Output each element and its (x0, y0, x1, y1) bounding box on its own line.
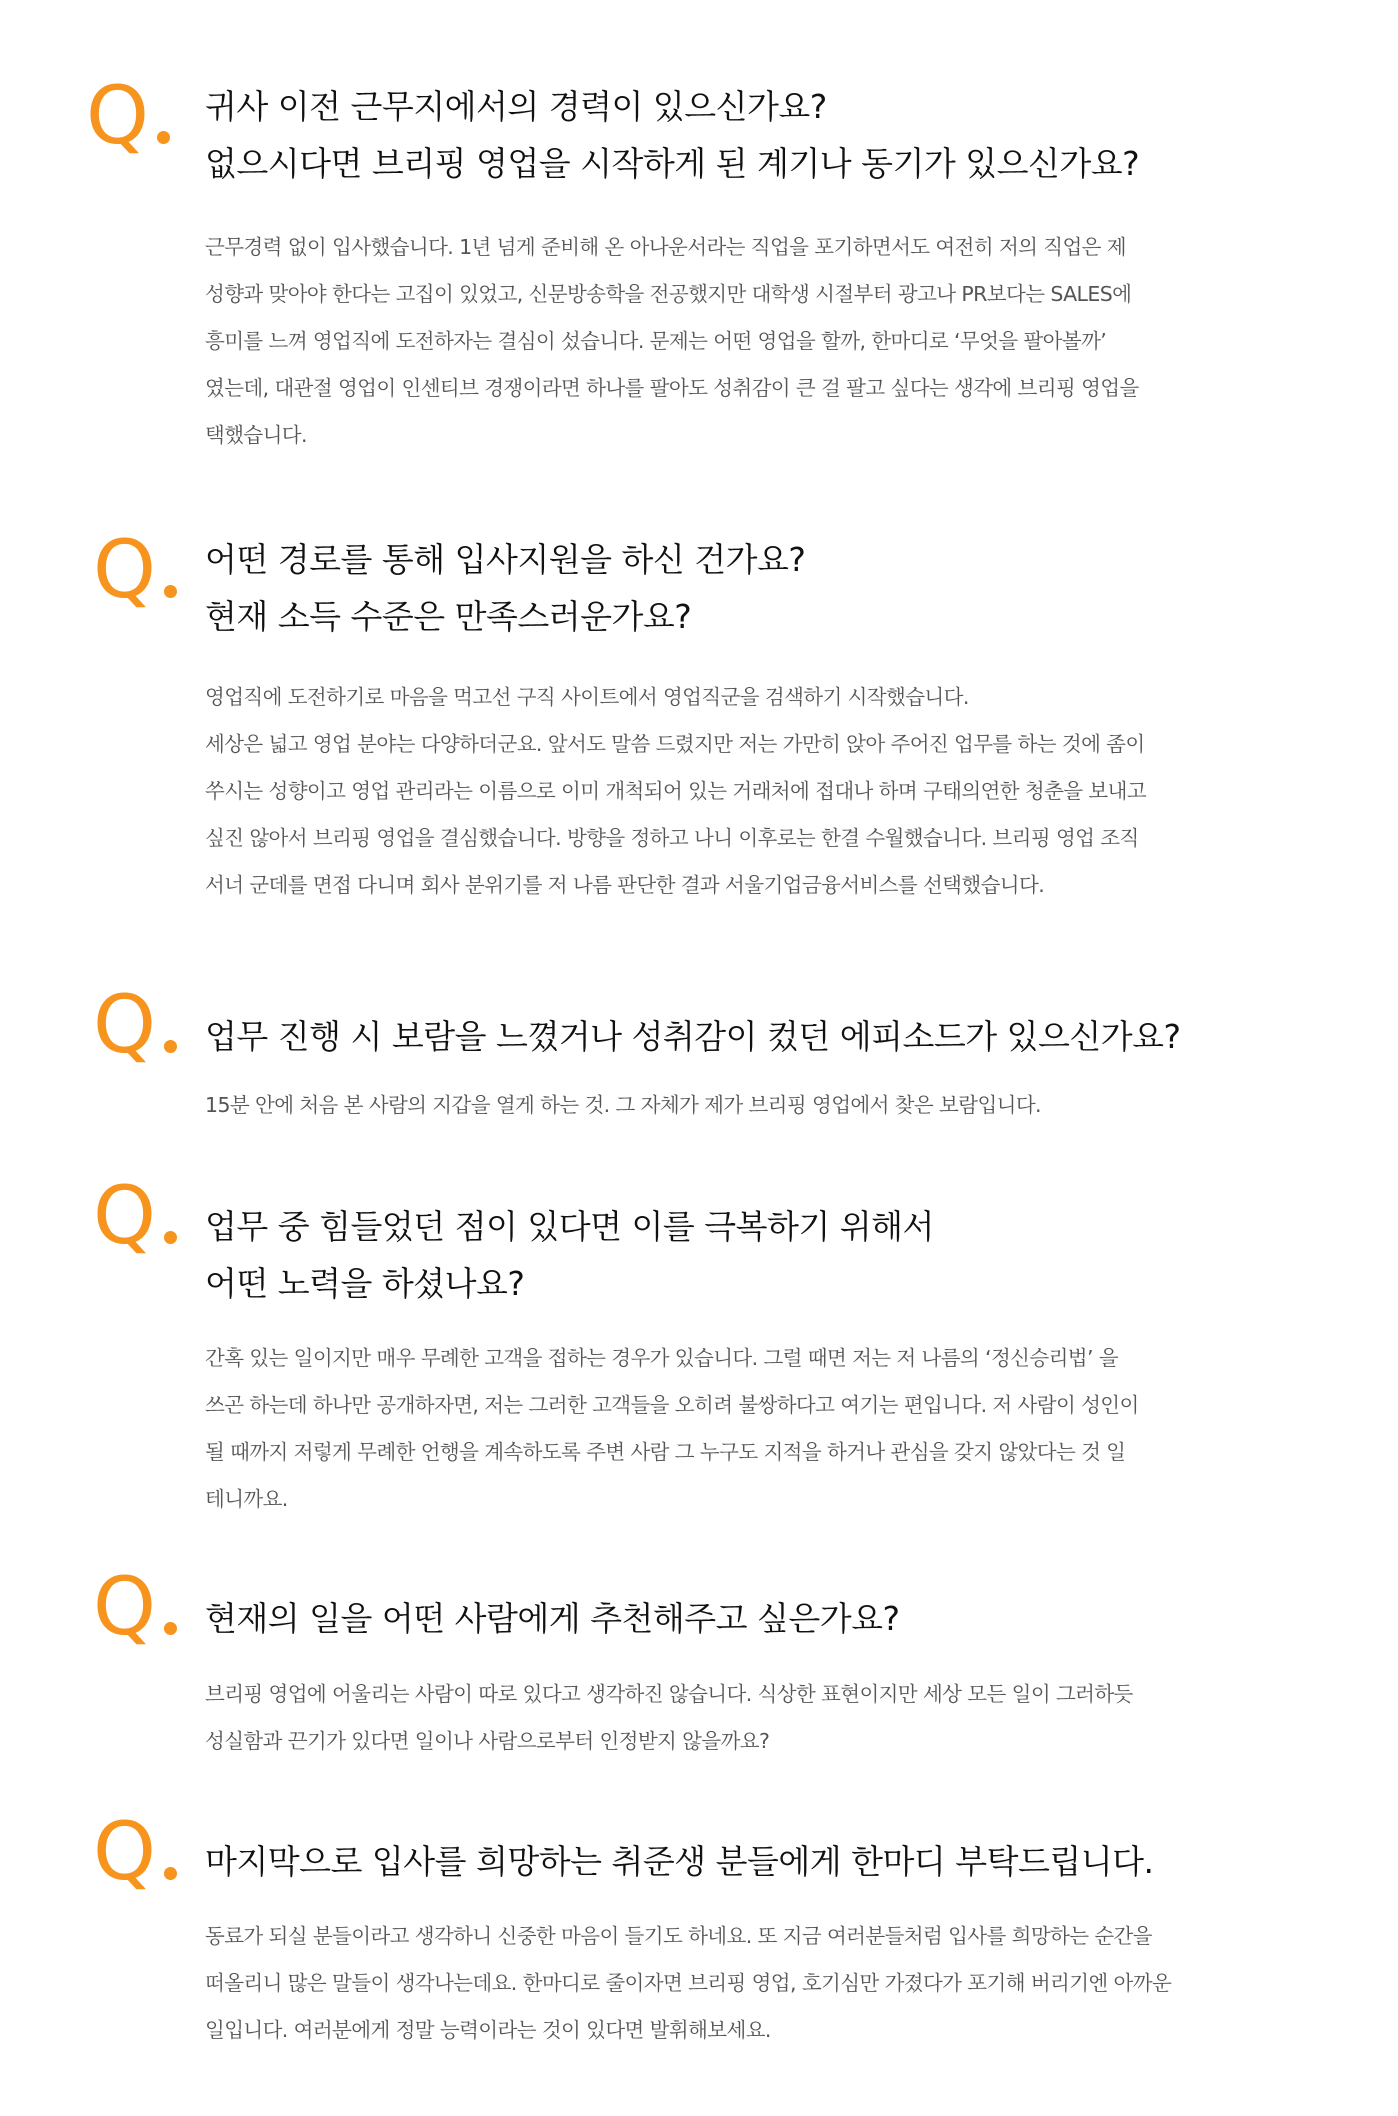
question-line: 마지막으로 입사를 희망하는 취준생 분들에게 한마디 부탁드립니다. (205, 1842, 1154, 1881)
q-mark: Q (86, 69, 149, 162)
q-mark: Q (93, 1805, 156, 1898)
answer-line: 될 때까지 저렇게 무례한 언행을 계속하도록 주변 사람 그 누구도 지적을 하거나 관심을 갖지 않았다는 것 일 (205, 1440, 1126, 1464)
question-line: 업무 진행 시 보람을 느꼈거나 성취감이 컸던 에피소드가 있으신가요? (205, 1017, 1181, 1056)
q-mark-dot (157, 131, 170, 144)
answer-line: 쑤시는 성향이고 영업 관리라는 이름으로 이미 개척되어 있는 거래처에 접대나 하며 구태의연한 청춘을 보내고 (205, 779, 1147, 803)
answer-line: 일입니다. 여러분에게 정말 능력이라는 것이 있다면 발휘해보세요. (205, 2018, 771, 2042)
question-6 (205, 1833, 1355, 1890)
q-mark-dot (164, 1867, 177, 1880)
answer-line: 택했습니다. (205, 423, 307, 447)
q-mark-dot (164, 1040, 177, 1053)
question-1 (205, 78, 1355, 192)
answer-1 (205, 224, 1335, 459)
answer-line: 흥미를 느껴 영업직에 도전하자는 결심이 섰습니다. 문제는 어떤 영업을 할까, 한마디로 ‘무엇을 팔아볼까’ (205, 329, 1107, 353)
question-line: 현재의 일을 어떤 사람에게 추천해주고 싶은가요? (205, 1599, 900, 1638)
question-line: 현재 소득 수준은 만족스러운가요? (205, 597, 692, 636)
answer-line: 영업직에 도전하기로 마음을 먹고선 구직 사이트에서 영업직군을 검색하기 시작했습니다. (205, 685, 969, 709)
question-4 (205, 1198, 1355, 1312)
q-mark-dot (164, 1622, 177, 1635)
question-line: 귀사 이전 근무지에서의 경력이 있으신가요? (205, 87, 827, 126)
answer-line: 성향과 맞아야 한다는 고집이 있었고, 신문방송학을 전공했지만 대학생 시절부터 광고나 PR보다는 SALES에 (205, 282, 1132, 306)
answer-line: 간혹 있는 일이지만 매우 무례한 고객을 접하는 경우가 있습니다. 그럴 때면 저는 저 나름의 ‘정신승리법’ 을 (205, 1346, 1119, 1370)
q-mark: Q (93, 1560, 156, 1653)
question-line: 업무 중 힘들었던 점이 있다면 이를 극복하기 위해서 (205, 1207, 934, 1246)
answer-line: 성실함과 끈기가 있다면 일이나 사람으로부터 인정받지 않을까요? (205, 1729, 770, 1753)
answer-2 (205, 674, 1335, 909)
question-3 (205, 1008, 1355, 1065)
q-mark: Q (93, 978, 156, 1071)
answer-line: 였는데, 대관절 영업이 인센티브 경쟁이라면 하나를 팔아도 성취감이 큰 걸 팔고 싶다는 생각에 브리핑 영업을 (205, 376, 1139, 400)
answer-6 (205, 1913, 1335, 2054)
question-line: 어떤 노력을 하셨나요? (205, 1264, 525, 1303)
answer-line: 15분 안에 처음 본 사람의 지갑을 열게 하는 것. 그 자체가 제가 브리핑 영업에서 찾은 보람입니다. (205, 1093, 1041, 1117)
answer-line: 동료가 되실 분들이라고 생각하니 신중한 마음이 들기도 하네요. 또 지금 여러분들처럼 입사를 희망하는 순간을 (205, 1924, 1152, 1948)
answer-line: 싶진 않아서 브리핑 영업을 결심했습니다. 방향을 정하고 나니 이후로는 한결 수월했습니다. 브리핑 영업 조직 (205, 826, 1139, 850)
answer-4 (205, 1335, 1335, 1523)
answer-line: 세상은 넓고 영업 분야는 다양하더군요. 앞서도 말씀 드렸지만 저는 가만히 앉아 주어진 업무를 하는 것에 좀이 (205, 732, 1145, 756)
answer-line: 브리핑 영업에 어울리는 사람이 따로 있다고 생각하진 않습니다. 식상한 표현이지만 세상 모든 일이 그러하듯 (205, 1682, 1133, 1706)
answer-line: 쓰곤 하는데 하나만 공개하자면, 저는 그러한 고객들을 오히려 불쌍하다고 여기는 편입니다. 저 사람이 성인이 (205, 1393, 1139, 1417)
q-mark: Q (93, 1169, 156, 1262)
question-line: 없으시다면 브리핑 영업을 시작하게 된 계기나 동기가 있으신가요? (205, 144, 1140, 183)
q-mark-dot (164, 1231, 177, 1244)
q-mark: Q (93, 523, 156, 616)
answer-line: 근무경력 없이 입사했습니다. 1년 넘게 준비해 온 아나운서라는 직업을 포기하면서도 여전히 저의 직업은 제 (205, 235, 1126, 259)
question-2 (205, 531, 1355, 645)
answer-line: 테니까요. (205, 1487, 288, 1511)
answer-line: 서너 군데를 면접 다니며 회사 분위기를 저 나름 판단한 결과 서울기업금융서비스를 선택했습니다. (205, 873, 1045, 897)
question-line: 어떤 경로를 통해 입사지원을 하신 건가요? (205, 540, 806, 579)
q-mark-dot (164, 585, 177, 598)
answer-5 (205, 1671, 1335, 1765)
question-5 (205, 1590, 1355, 1647)
answer-line: 떠올리니 많은 말들이 생각나는데요. 한마디로 줄이자면 브리핑 영업, 호기심만 가졌다가 포기해 버리기엔 아까운 (205, 1971, 1172, 1995)
answer-3 (205, 1082, 1335, 1129)
